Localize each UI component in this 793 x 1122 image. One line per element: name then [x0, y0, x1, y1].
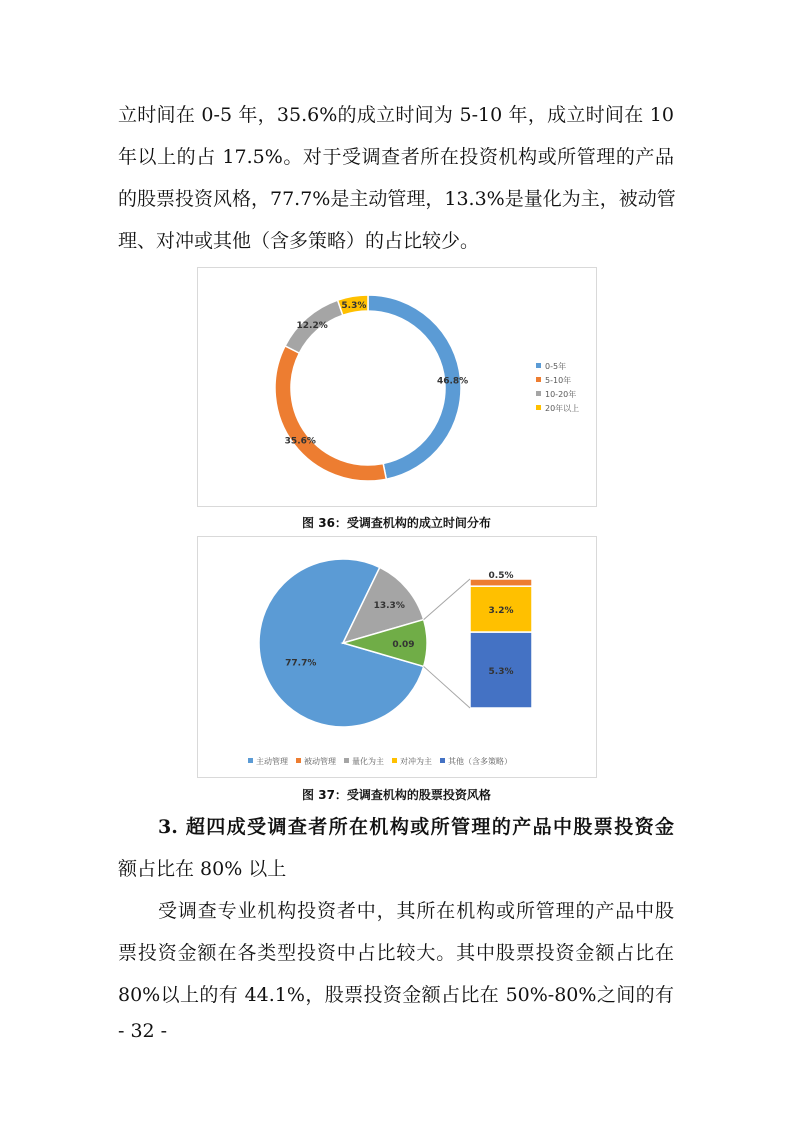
figure36-chart-box — [197, 267, 597, 507]
pie-legend-swatch-2 — [344, 758, 349, 763]
pie-legend-label-1: 被动管理 — [304, 757, 336, 766]
donut-legend-label-3: 20年以上 — [545, 404, 580, 413]
donut-legend-swatch-3 — [536, 405, 541, 410]
donut-legend-swatch-2 — [536, 391, 541, 396]
donut-legend-label-2: 10-20年 — [545, 390, 577, 399]
donut-label-1: 35.6% — [284, 436, 316, 447]
donut-chart — [198, 268, 596, 506]
pie-legend-label-2: 量化为主 — [352, 757, 384, 766]
figure37-caption: 图 37：受调查机构的股票投资风格 — [302, 788, 491, 802]
intro-paragraph — [118, 94, 674, 262]
pie-legend-label-4: 其他（含多策略） — [448, 757, 512, 766]
figure37-chart-box — [197, 536, 597, 778]
donut-label-0: 46.8% — [436, 376, 469, 387]
pie-label-2: 0.09 — [392, 640, 415, 650]
donut-legend-swatch-1 — [536, 377, 541, 382]
donut-label-3: 5.3% — [341, 301, 367, 312]
intro-line-1: 立时间在 0-5 年，35.6%的成立时间为 5-10 年，成立时间在 10 — [118, 104, 674, 126]
page-number: - 32 - — [118, 1020, 168, 1042]
section-heading — [118, 806, 674, 890]
body-paragraph — [118, 890, 674, 1016]
heading-line-1: 3. 超四成受调查者所在机构或所管理的产品中股票投资金 — [158, 816, 674, 838]
donut-legend-label-0: 0-5年 — [545, 362, 567, 371]
donut-legend-swatch-0 — [536, 363, 541, 368]
connector-top — [424, 579, 470, 620]
bar-label-2: 0.5% — [488, 571, 514, 581]
pie-legend-label-0: 主动管理 — [256, 757, 288, 766]
connector-bottom — [424, 666, 470, 708]
intro-line-4: 理、对冲或其他（含多策略）的占比较少。 — [118, 230, 480, 252]
body-line-3: 80%以上的有 44.1%，股票投资金额占比在 50%-80%之间的有 — [118, 984, 674, 1006]
donut-label-2: 12.2% — [296, 320, 328, 331]
heading-line-2: 额占比在 80% 以上 — [118, 858, 287, 880]
pie-legend-swatch-0 — [248, 758, 253, 763]
pie-of-bar-chart — [198, 537, 596, 777]
pie-legend-swatch-1 — [296, 758, 301, 763]
donut-slice-0 — [368, 295, 461, 479]
intro-line-2: 年以上的占 17.5%。对于受调查者所在投资机构或所管理的产品 — [118, 146, 674, 168]
donut-slice-1 — [275, 346, 386, 481]
bar-label-0: 5.3% — [488, 667, 514, 678]
body-line-1: 受调查专业机构投资者中，其所在机构或所管理的产品中股 — [158, 900, 674, 922]
donut-legend-label-1: 5-10年 — [545, 376, 572, 385]
figure36-caption: 图 36：受调查机构的成立时间分布 — [302, 516, 491, 530]
intro-line-3: 的股票投资风格，77.7%是主动管理，13.3%是量化为主，被动管 — [118, 188, 676, 210]
body-line-2: 票投资金额在各类型投资中占比较大。其中股票投资金额占比在 — [118, 942, 674, 964]
bar-label-1: 3.2% — [488, 606, 514, 617]
pie-legend-label-3: 对冲为主 — [400, 757, 432, 766]
pie-legend-swatch-4 — [440, 758, 445, 763]
pie-legend-swatch-3 — [392, 758, 397, 763]
pie-label-1: 13.3% — [373, 601, 405, 612]
pie-label-0: 77.7% — [285, 658, 317, 669]
